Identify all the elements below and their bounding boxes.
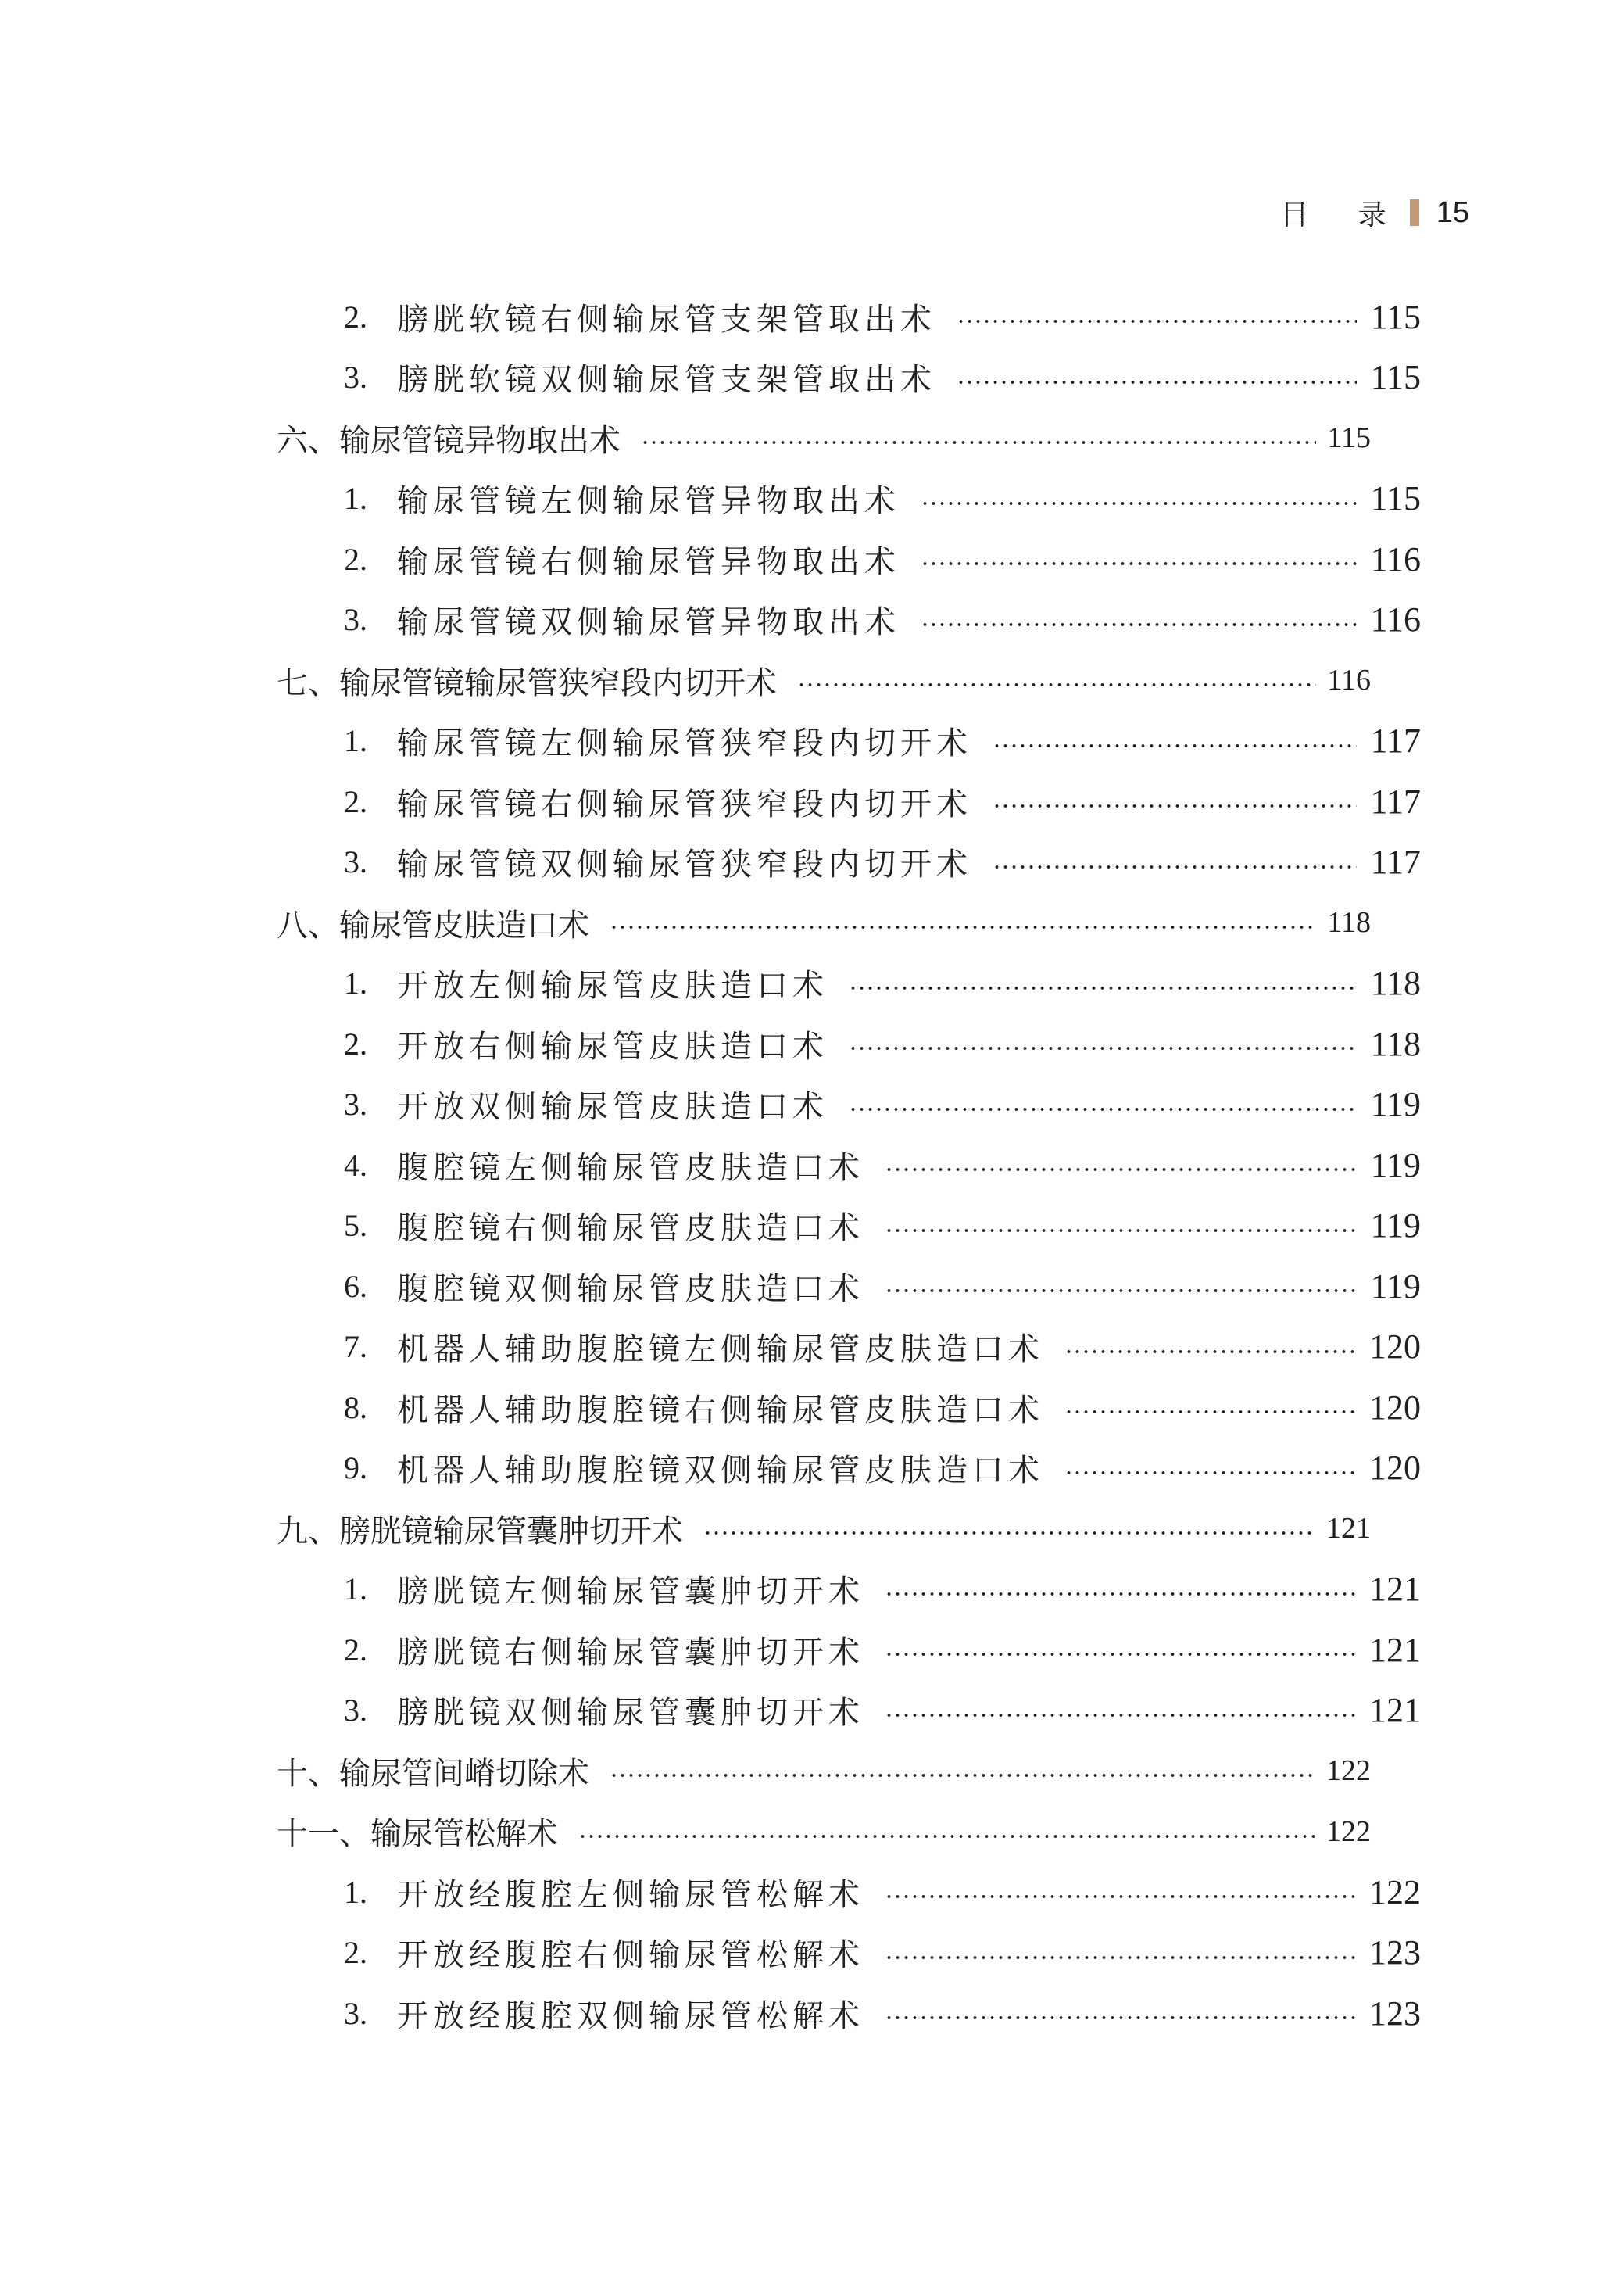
toc-entry-number: 1. xyxy=(344,965,367,1001)
toc-entry-number: 1. xyxy=(344,723,367,758)
dot-leader xyxy=(993,804,1357,808)
toc-section-entry[interactable] xyxy=(344,1074,1421,1135)
toc-entry-title: 开放经腹腔右侧输尿管松解术 xyxy=(397,1937,864,1973)
toc-entry-number: 1. xyxy=(344,1571,367,1607)
toc-entry-page: 120 xyxy=(1369,1388,1421,1427)
toc-section-entry[interactable] xyxy=(344,286,1421,347)
dot-leader xyxy=(703,1531,1315,1535)
toc-entry-page: 115 xyxy=(1370,297,1421,336)
toc-entry-number: 4. xyxy=(344,1147,367,1183)
toc-section-entry[interactable] xyxy=(344,528,1421,589)
toc-entry-number: 2. xyxy=(344,783,367,819)
toc-entry-page: 115 xyxy=(1370,479,1421,518)
toc-entry-title: 输尿管镜右侧输尿管狭窄段内切开术 xyxy=(397,786,972,822)
dot-leader xyxy=(885,1714,1355,1717)
dot-leader xyxy=(957,320,1357,323)
toc-entry-title: 腹腔镜左侧输尿管皮肤造口术 xyxy=(397,1149,864,1186)
dot-leader xyxy=(849,1047,1357,1050)
toc-entry-title: 十、输尿管间嵴切除术 xyxy=(277,1755,589,1792)
toc-entry-number: 2. xyxy=(344,541,367,577)
toc-chapter-entry[interactable] xyxy=(277,650,1371,711)
toc-entry-number: 1. xyxy=(344,481,367,516)
toc-entry-title: 膀胱镜右侧输尿管囊肿切开术 xyxy=(397,1634,864,1671)
dot-leader xyxy=(993,865,1357,869)
toc-entry-number: 7. xyxy=(344,1329,367,1364)
toc-entry-title: 膀胱软镜双侧输尿管支架管取出术 xyxy=(397,362,936,398)
toc-entry-page: 120 xyxy=(1369,1449,1421,1487)
toc-entry-number: 6. xyxy=(344,1268,367,1304)
dot-leader xyxy=(885,1289,1357,1292)
section-title: 目 录 xyxy=(1280,199,1407,231)
toc-entry-page: 117 xyxy=(1370,722,1421,760)
dot-leader xyxy=(1064,1410,1355,1413)
toc-entry-page: 122 xyxy=(1326,1814,1371,1848)
dot-leader xyxy=(921,623,1357,626)
dot-leader xyxy=(885,1956,1355,1959)
dot-leader xyxy=(993,744,1357,747)
toc-entry-title: 膀胱镜双侧输尿管囊肿切开术 xyxy=(397,1695,864,1731)
dot-leader xyxy=(1064,1350,1355,1353)
toc-section-entry[interactable] xyxy=(344,589,1421,650)
toc-entry-title: 机器人辅助腹腔镜右侧输尿管皮肤造口术 xyxy=(397,1392,1044,1428)
toc-section-entry[interactable] xyxy=(344,1922,1421,1983)
toc-entry-number: 3. xyxy=(344,1693,367,1728)
toc-section-entry[interactable] xyxy=(344,1861,1421,1922)
toc-entry-number: 2. xyxy=(344,1632,367,1667)
dot-leader xyxy=(921,502,1357,505)
toc-entry-title: 膀胱镜左侧输尿管囊肿切开术 xyxy=(397,1574,864,1610)
toc-entry-title: 七、输尿管镜输尿管狭窄段内切开术 xyxy=(277,664,777,701)
toc-entry-page: 115 xyxy=(1327,421,1371,454)
dot-leader xyxy=(885,1653,1355,1656)
toc-entry-title: 输尿管镜左侧输尿管异物取出术 xyxy=(397,483,900,519)
toc-entry-number: 3. xyxy=(344,844,367,879)
dot-leader xyxy=(610,1774,1315,1777)
toc-entry-number: 2. xyxy=(344,1935,367,1970)
dot-leader xyxy=(610,926,1316,929)
toc-entry-title: 开放经腹腔双侧输尿管松解术 xyxy=(397,1997,864,2034)
toc-entry-title: 腹腔镜右侧输尿管皮肤造口术 xyxy=(397,1210,864,1246)
toc-entry-page: 119 xyxy=(1370,1085,1421,1123)
toc-entry-page: 115 xyxy=(1370,358,1421,396)
toc-entry-title: 输尿管镜双侧输尿管异物取出术 xyxy=(397,604,900,640)
toc-entry-number: 5. xyxy=(344,1208,367,1243)
toc-entry-page: 120 xyxy=(1369,1327,1421,1366)
toc-entry-page: 117 xyxy=(1370,782,1421,821)
toc-entry-page: 123 xyxy=(1369,1933,1421,1972)
toc-section-entry[interactable] xyxy=(344,771,1421,832)
toc-entry-page: 118 xyxy=(1370,964,1421,1002)
toc-entry-title: 开放右侧输尿管皮肤造口术 xyxy=(397,1028,828,1065)
toc-chapter-entry[interactable] xyxy=(277,892,1371,953)
toc-entry-page: 118 xyxy=(1327,906,1371,939)
toc-entry-page: 123 xyxy=(1369,1993,1421,2033)
toc-section-entry[interactable] xyxy=(344,1195,1421,1256)
toc-section-entry[interactable] xyxy=(344,1134,1421,1195)
dot-leader xyxy=(885,1168,1357,1171)
running-header xyxy=(1280,195,1469,231)
toc-entry-title: 腹腔镜双侧输尿管皮肤造口术 xyxy=(397,1270,864,1307)
toc-entry-number: 3. xyxy=(344,1995,367,2031)
toc-section-entry[interactable] xyxy=(344,1316,1421,1377)
toc-entry-number: 9. xyxy=(344,1450,367,1485)
toc-section-entry[interactable] xyxy=(344,1559,1421,1620)
toc-section-entry[interactable] xyxy=(344,1013,1421,1074)
dot-leader xyxy=(641,441,1316,444)
dot-leader xyxy=(849,987,1357,990)
dot-leader xyxy=(849,1108,1357,1111)
toc-section-entry[interactable] xyxy=(344,1377,1421,1438)
toc-entry-title: 八、输尿管皮肤造口术 xyxy=(277,907,589,944)
toc-section-entry[interactable] xyxy=(344,1255,1421,1316)
header-accent-bar xyxy=(1410,199,1419,226)
toc-entry-page: 117 xyxy=(1370,843,1421,881)
toc-section-entry[interactable] xyxy=(344,1983,1421,2044)
toc-section-entry[interactable] xyxy=(344,832,1421,893)
toc-entry-page: 118 xyxy=(1370,1024,1421,1063)
toc-entry-title: 输尿管镜左侧输尿管狭窄段内切开术 xyxy=(397,725,972,761)
dot-leader xyxy=(797,683,1316,686)
toc-entry-page: 116 xyxy=(1370,600,1421,639)
toc-entry-page: 121 xyxy=(1369,1691,1421,1729)
toc-entry-page: 121 xyxy=(1326,1512,1371,1545)
toc-chapter-entry[interactable] xyxy=(277,1498,1371,1559)
toc-entry-number: 3. xyxy=(344,360,367,395)
toc-chapter-entry[interactable] xyxy=(277,1740,1371,1801)
page-number: 15 xyxy=(1436,195,1469,229)
dot-leader xyxy=(957,381,1357,384)
toc-entry-page: 122 xyxy=(1326,1754,1371,1787)
toc-entry-page: 119 xyxy=(1370,1206,1421,1245)
dot-leader xyxy=(921,562,1357,565)
dot-leader xyxy=(885,1895,1355,1898)
toc-entry-page: 121 xyxy=(1369,1570,1421,1608)
toc-entry-page: 119 xyxy=(1370,1266,1421,1306)
dot-leader xyxy=(885,1229,1357,1232)
toc-chapter-entry[interactable] xyxy=(277,1801,1371,1862)
toc-entry-title: 十一、输尿管松解术 xyxy=(277,1816,558,1852)
toc-chapter-entry[interactable] xyxy=(277,407,1371,468)
toc-entry-number: 3. xyxy=(344,1087,367,1122)
toc-section-entry[interactable] xyxy=(344,347,1421,408)
toc-entry-title: 膀胱软镜右侧输尿管支架管取出术 xyxy=(397,301,936,338)
toc-entry-title: 机器人辅助腹腔镜双侧输尿管皮肤造口术 xyxy=(397,1453,1044,1488)
dot-leader xyxy=(578,1835,1315,1838)
dot-leader xyxy=(885,2016,1355,2019)
toc-entry-number: 1. xyxy=(344,1874,367,1910)
toc-section-entry[interactable] xyxy=(344,1438,1421,1499)
toc-section-entry[interactable] xyxy=(344,1680,1421,1741)
toc-section-entry[interactable] xyxy=(344,1619,1421,1680)
dot-leader xyxy=(885,1592,1355,1596)
toc-entry-page: 116 xyxy=(1327,664,1371,697)
toc-entry-number: 2. xyxy=(344,299,367,335)
toc-entry-number: 8. xyxy=(344,1389,367,1425)
dot-leader xyxy=(1064,1471,1355,1474)
toc-entry-title: 九、膀胱镜输尿管囊肿切开术 xyxy=(277,1513,683,1549)
toc-section-entry[interactable] xyxy=(344,711,1421,772)
toc-section-entry[interactable] xyxy=(344,468,1421,529)
toc-entry-page: 122 xyxy=(1369,1872,1421,1911)
toc-entry-title: 机器人辅助腹腔镜左侧输尿管皮肤造口术 xyxy=(397,1331,1044,1367)
toc-entry-page: 119 xyxy=(1370,1145,1421,1184)
toc-entry-title: 开放经腹腔左侧输尿管松解术 xyxy=(397,1876,864,1913)
toc-section-entry[interactable] xyxy=(344,953,1421,1014)
toc-entry-page: 116 xyxy=(1370,539,1421,578)
toc-entry-title: 输尿管镜双侧输尿管狭窄段内切开术 xyxy=(397,847,972,883)
toc-entry-title: 六、输尿管镜异物取出术 xyxy=(277,422,621,459)
toc-entry-number: 2. xyxy=(344,1026,367,1062)
toc-entry-page: 121 xyxy=(1369,1630,1421,1669)
toc-entry-title: 输尿管镜右侧输尿管异物取出术 xyxy=(397,543,900,580)
toc-entry-number: 3. xyxy=(344,602,367,637)
toc-entry-title: 开放双侧输尿管皮肤造口术 xyxy=(397,1089,828,1125)
toc-entry-title: 开放左侧输尿管皮肤造口术 xyxy=(397,968,828,1004)
